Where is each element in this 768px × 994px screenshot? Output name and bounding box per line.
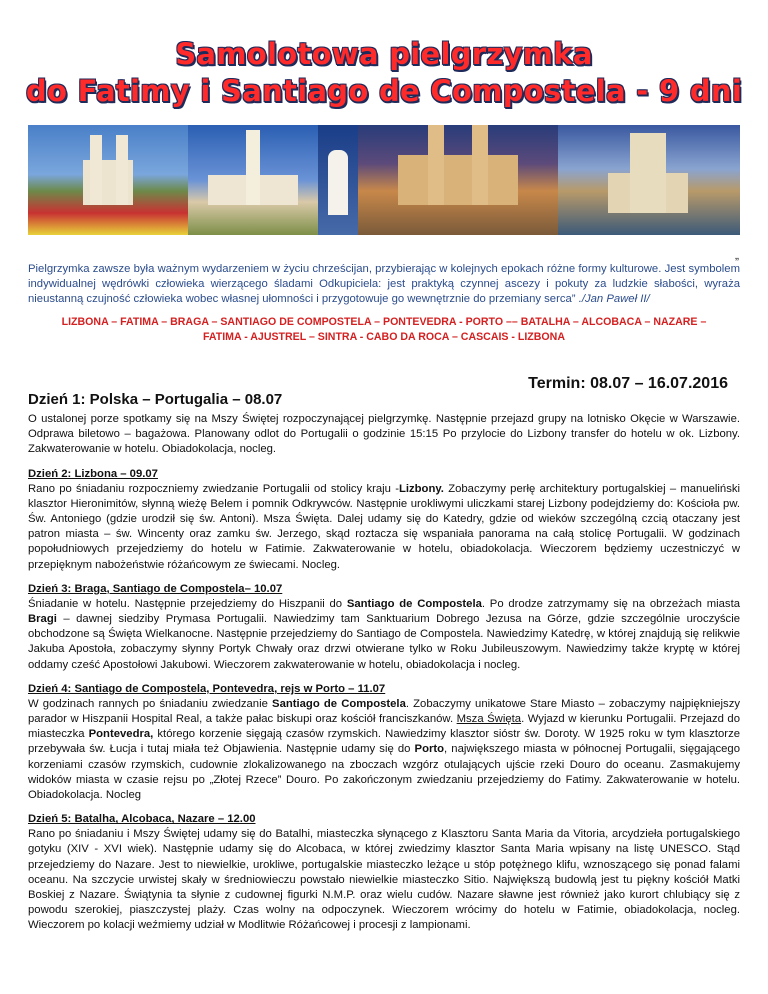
day4-text-bold: Santiago de Compostela [272, 697, 406, 710]
day5-text: Rano po śniadaniu i Mszy Świętej udamy się do Batalhi, miasteczka słynącego z Klasztoru Santa Maria da Vitoria, arcydzieła portugalskiego gotyku (XIV - XVI wiek). Następnie udamy się do Alcobaca, w której zwiedzimy klasztor Santa Maria wpisany na listę UNESCO. Stąd przejedziemy do Nazare. Jest to niewielkie, urokliwe, portugalskie miasteczko leżące u stóp potężnego klifu, wznoszącego się ponad falami oceanu. Na szczycie urwistej skały w średniowieczu powstało niewielkie miasteczko Sitio. Największą budowlą jest tu piękny kościół Matki Boskiej z Nazare. Świątynia ta słynie z cudownej figurki N.M.P. oraz wielu cudów. Nazare sławne jest również jako kurort chlubiący się z powodu szerokiej, piaszczystej plaży. Czas wolny na odpoczynek. Wieczorem wrócimy do hotelu w Fatimie, obiadokolacja, nocleg. Wieczorem po kolacji weźmiemy udział w Modlitwie Różańcowej i procesji z lampionami. [28, 828, 740, 932]
photo-santiago-cathedral [358, 125, 558, 235]
day4-text-part: którego korzenie sięgają czasów rzymskich. Nawiedzimy klasztor sióstr św. Doroty. W 1925 roku w tym klasztorze przebywała św. Łucja i tutaj miała też Objawienia. Następnie udamy się do [28, 728, 741, 756]
day3-text-bold: Bragi [28, 613, 57, 626]
day2-heading: Dzień 2: Lizbona – 09.07 [28, 467, 158, 480]
day3-text [28, 597, 740, 673]
photo-fatima-statue [318, 125, 358, 235]
day1-section [28, 412, 740, 458]
intro-quote [28, 262, 740, 307]
day4-text-part: . Wyjazd w kierunku Portugalii. Przejazd do miasteczka [28, 713, 740, 741]
intro-author: ./Jan Paweł II/ [578, 293, 650, 305]
photo-fatima-sanctuary [188, 125, 318, 235]
day4-section [28, 682, 740, 803]
page-title-line2: do Fatimy i Santiago de Compostela - 9 dni [25, 74, 743, 108]
day4-text-bold: Porto [414, 743, 445, 756]
day4-text-part: , największego miasta w północnej Portugalii, sięgającego korzeniami czasów rzymskich, cudownie zlokalizowanego na zboczach wzgórz otulających ujście rzeki Douro do oceanu. Zasmakujemy widoków miasta w czasie rejsu po „Złotej Rzece” Douro. Po zakończonym zwiedzaniu przejedziemy do Fatimy. Zakwaterowanie w hotelu. Obiadokolacja. Nocleg [28, 743, 740, 802]
photo-bom-jesus [28, 125, 188, 235]
day4-text-underlined: Msza Święta [456, 713, 522, 726]
quote-mark: „ [735, 248, 739, 262]
photo-belem-tower [558, 125, 740, 235]
day4-text [28, 697, 740, 803]
day3-text-part: . Po drodze zatrzymamy się na obrzeżach miasta [481, 597, 741, 610]
day5-section [28, 812, 740, 933]
day2-text [28, 482, 740, 573]
day2-text-part: Zobaczymy perłę architektury portugalskiej – manueliński klasztor Hieronimitów, słynną wieżę Belem i pomnik Odkrywców. Następnie urokliwymi uliczkami starej Lizbony podejdziemy do: Kościoła pw. Św. Antoniego (gdzie urodził się św. Antoni). Msza Święta. Dalej udamy się do Katedry, gdzie od wieków szczególną czcią otaczany jest patron miasta – św. Wincenty oraz zamku św. Jerzego, skąd roztacza się wspaniała panorama na całą stolicę Portugalii. W godzinach popołudniowych przejedziemy do hotelu w Fatimie. Zakwaterowanie w hotelu, obiadokolacja. Wieczorem będziemy uczestniczyć w przepięknym nabożeństwie różańcowym ze świecami. Nocleg. [28, 482, 741, 571]
day3-heading: Dzień 3: Braga, Santiago de Compostela– 10.07 [28, 582, 283, 595]
title-block [0, 36, 768, 110]
day3-text-part: Śniadanie w hotelu. Następnie przejedziemy do Hiszpanii do [28, 597, 347, 610]
day1-text: O ustalonej porze spotkamy się na Mszy Świętej rozpoczynającej pielgrzymkę. Następnie przejazd grupy na lotnisko Okęcie w Warszawie. Odprawa biletowo – bagażowa. Planowany odlot do Portugalii o godzinie 15:15 Po przylocie do Lizbony transfer do hotelu w ok. Lizbony. Zakwaterowanie w hotelu. Obiadokolacja, nocleg. [28, 413, 740, 456]
day5-heading: Dzień 5: Batalha, Alcobaca, Nazare – 12.00 [28, 813, 256, 826]
day4-text-part: . Zobaczymy unikatowe Stare Miasto – zobaczymy najpiękniejszy parador w Hiszpanii Hospital Real, a także pałac biskupi oraz kościół franciszkanów. [28, 697, 740, 726]
day3-text-part: – dawnej siedziby Prymasa Portugalii. Nawiedzimy tam Sanktuarium Dobrego Jezusa na Górze, gdzie szczególnie uroczyście obchodzone są Święta Wielkanocne. Następnie przejedziemy do Santiago de Compostela. Nawiedzimy Katedrę, w której znajdują się relikwie Jakuba Apostoła, zobaczymy słynny Portyk Chwały oraz drzwi otwierane tylko w Roku Jubileuszowym. Nawiedzimy także kryptę w której oddamy cześć Apostołowi Jakubowi. Wieczorem zakwaterowanie w hotelu, obiadokolacja i nocleg. [28, 613, 740, 671]
day1-heading: Dzień 1: Polska – Portugalia – 08.07 [28, 391, 283, 408]
page-title-line1: Samolotowa pielgrzymka [175, 37, 593, 71]
route [28, 315, 740, 345]
itinerary [28, 412, 740, 943]
day2-text-bold: Lizbony. [398, 482, 444, 495]
day4-text-part: W godzinach rannych po śniadaniu zwiedzanie [28, 697, 273, 710]
day2-section [28, 467, 740, 573]
route-line1: LIZBONA – FATIMA – BRAGA – SANTIAGO DE COMPOSTELA – PONTEVEDRA - PORTO –– BATALHA – ALCOBACA – NAZARE – [61, 316, 707, 328]
route-line2: FATIMA - AJUSTREL – SINTRA - CABO DA ROCA – CASCAIS - LIZBONA [203, 331, 565, 343]
day3-section [28, 582, 740, 673]
photo-strip [28, 125, 740, 235]
day2-text-part: Rano po śniadaniu rozpoczniemy zwiedzanie Portugalii od stolicy kraju - [28, 482, 399, 495]
termin: Termin: 08.07 – 16.07.2016 [528, 375, 728, 392]
day4-heading: Dzień 4: Santiago de Compostela, Pontevedra, rejs w Porto – 11.07 [28, 682, 386, 695]
day4-text-bold: Pontevedra, [88, 728, 154, 741]
intro-text: Pielgrzymka zawsze była ważnym wydarzeniem w życiu chrześcijan, przybierając w kolejnych epokach różne formy kulturowe. Jest symbolem indywidualnej wędrówki człowieka wierzącego śladami Odkupiciela: jest praktyką czynnej ascezy i pokuty za ludzkie słabości, wyraża nieustanną czujność człowieka wobec własnej ułomności i przygotowuje go wewnętrznie do przemiany serca” [28, 263, 740, 305]
day3-text-bold: Santiago de Compostela [346, 597, 482, 610]
